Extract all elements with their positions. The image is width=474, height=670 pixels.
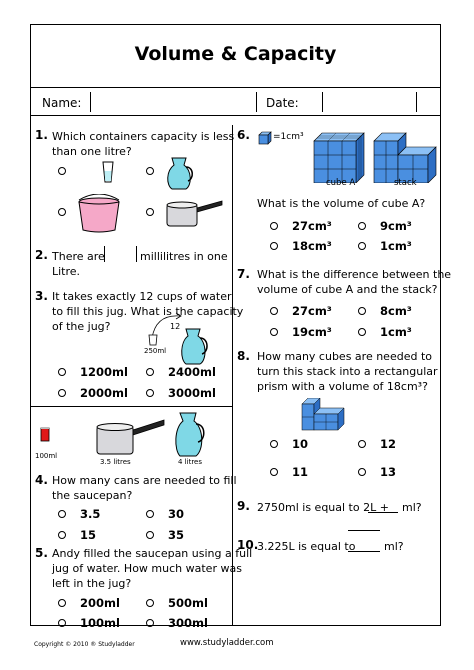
q10-top-line [348, 530, 380, 531]
name-field-end [256, 92, 257, 112]
date-field-end [416, 92, 417, 112]
q9-answer-line [368, 512, 398, 513]
q8-line3: prism with a volume of 18cm³? [257, 380, 428, 393]
q4-number: 4. [35, 473, 48, 487]
q10-answer-field[interactable] [348, 537, 380, 551]
cube-a-label: cube A [326, 178, 356, 188]
q7-option-c-label: 19cm³ [292, 325, 332, 339]
q7-number: 7. [237, 267, 250, 281]
q5-line1: Andy filled the saucepan using a full [52, 547, 253, 560]
q3-option-b-label: 2400ml [168, 365, 216, 379]
q5-option-d-label: 300ml [168, 616, 208, 630]
q6-option-a[interactable] [270, 222, 278, 230]
q3-option-c[interactable] [58, 389, 66, 397]
q1-option-glass[interactable] [58, 167, 66, 175]
q3-option-a[interactable] [58, 368, 66, 376]
date-field-start [322, 92, 323, 112]
q9-suffix: ml? [402, 501, 422, 514]
q2-answer-field[interactable] [105, 246, 135, 262]
q8-option-c-label: 11 [292, 465, 309, 479]
q8-line2: turn this stack into a rectangular [257, 365, 438, 378]
q6-option-d[interactable] [358, 242, 366, 250]
q8-option-c[interactable] [270, 468, 278, 476]
q6-option-c[interactable] [270, 242, 278, 250]
q3-option-a-label: 1200ml [80, 365, 128, 379]
q4-option-a[interactable] [58, 510, 66, 518]
q6-option-c-label: 18cm³ [292, 239, 332, 253]
q2-number: 2. [35, 248, 48, 262]
q8-number: 8. [237, 349, 250, 363]
jug-label: 4 litres [178, 458, 202, 466]
bucket-image [76, 194, 122, 234]
q5-option-b-label: 500ml [168, 596, 208, 610]
q4-line1: How many cans are needed to fill [52, 474, 237, 487]
q3-line2: to fill this jug. What is the capacity [52, 305, 244, 318]
q5-option-c-label: 100ml [80, 616, 120, 630]
q8-option-a-label: 10 [292, 437, 309, 451]
q4-option-c-label: 15 [80, 528, 97, 542]
q5-option-c[interactable] [58, 619, 66, 627]
q2-pre: There are [52, 250, 105, 263]
q8-option-b-label: 12 [380, 437, 397, 451]
q10-text: 3.225L is equal to [257, 540, 356, 553]
stack-shape-image [300, 398, 356, 434]
q3-jug-image [178, 326, 212, 366]
date-label: Date: [266, 96, 299, 110]
q2-answer-box-right [136, 246, 137, 262]
saucepan-label: 3.5 litres [100, 458, 131, 466]
stack-label: stack [394, 178, 417, 188]
q8-option-a[interactable] [270, 440, 278, 448]
saucepan-large-image [94, 416, 166, 456]
cups-label: 12 [170, 322, 181, 331]
glass-image [102, 161, 114, 183]
cup-image [148, 334, 158, 346]
footer-site: www.studyladder.com [180, 638, 274, 648]
q7-option-b[interactable] [358, 307, 366, 315]
q4-option-a-label: 3.5 [80, 507, 101, 521]
q3-number: 3. [35, 289, 48, 303]
cup-ml-label: 250ml [144, 347, 167, 355]
q5-number: 5. [35, 546, 48, 560]
q3-option-d-label: 3000ml [168, 386, 216, 400]
q4-option-b-label: 30 [168, 507, 185, 521]
section-divider [30, 406, 233, 407]
q5-line2: jug of water. How much water was [52, 562, 242, 575]
q3-line3: of the jug? [52, 320, 111, 333]
q1-number: 1. [35, 128, 48, 142]
q10-number: 10. [237, 538, 259, 552]
q4-option-d[interactable] [146, 531, 154, 539]
q7-option-c[interactable] [270, 328, 278, 336]
q8-line1: How many cubes are needed to [257, 350, 432, 363]
can-label: 100ml [35, 452, 58, 460]
name-field-start [90, 92, 91, 112]
q6-option-d-label: 1cm³ [380, 239, 412, 253]
q7-option-b-label: 8cm³ [380, 304, 412, 318]
q1-option-saucepan[interactable] [146, 208, 154, 216]
q3-option-c-label: 2000ml [80, 386, 128, 400]
q6-question: What is the volume of cube A? [257, 197, 426, 210]
q10-suffix: ml? [384, 540, 404, 553]
q5-option-a[interactable] [58, 599, 66, 607]
q7-option-a[interactable] [270, 307, 278, 315]
q1-line2: than one litre? [52, 145, 132, 158]
q8-option-d-label: 13 [380, 465, 397, 479]
q9-text: 2750ml is equal to 2L + [257, 501, 389, 514]
q7-option-a-label: 27cm³ [292, 304, 332, 318]
q2-post: millilitres in one [140, 250, 228, 263]
q7-option-d-label: 1cm³ [380, 325, 412, 339]
q7-line1: What is the difference between the [257, 268, 452, 281]
q6-number: 6. [237, 128, 250, 142]
name-date-row [30, 88, 441, 116]
jug-large-image [172, 410, 210, 458]
q10-answer-line [348, 551, 380, 552]
q4-option-c[interactable] [58, 531, 66, 539]
q4-option-b[interactable] [146, 510, 154, 518]
q5-option-b[interactable] [146, 599, 154, 607]
cubes-image [312, 127, 440, 183]
q8-option-b[interactable] [358, 440, 366, 448]
page-title: Volume & Capacity [134, 43, 337, 65]
q3-option-d[interactable] [146, 389, 154, 397]
unit-cube-label: =1cm³ [273, 132, 304, 142]
q2-line2: Litre. [52, 265, 81, 278]
q5-line3: left in the jug? [52, 577, 132, 590]
q5-option-d[interactable] [146, 619, 154, 627]
saucepan-image [164, 196, 224, 230]
q6-option-b[interactable] [358, 222, 366, 230]
q5-option-a-label: 200ml [80, 596, 120, 610]
q7-line2: volume of cube A and the stack? [257, 283, 438, 296]
q1-option-jug[interactable] [146, 167, 154, 175]
q9-answer-field[interactable] [368, 498, 398, 512]
q4-option-d-label: 35 [168, 528, 185, 542]
footer-copyright: Copyright © 2010 ® Studyladder [34, 641, 135, 648]
name-label: Name: [42, 96, 82, 110]
q6-option-a-label: 27cm³ [292, 219, 332, 233]
q1-option-bucket[interactable] [58, 208, 66, 216]
can-image [40, 426, 50, 442]
q6-option-b-label: 9cm³ [380, 219, 412, 233]
q4-line2: the saucepan? [52, 489, 133, 502]
q9-number: 9. [237, 499, 250, 513]
q8-option-d[interactable] [358, 468, 366, 476]
q7-option-d[interactable] [358, 328, 366, 336]
unit-cube-image [258, 131, 272, 145]
jug-image [164, 155, 196, 191]
q3-line1: It takes exactly 12 cups of water [52, 290, 232, 303]
q3-option-b[interactable] [146, 368, 154, 376]
q1-line1: Which containers capacity is less [52, 130, 235, 143]
